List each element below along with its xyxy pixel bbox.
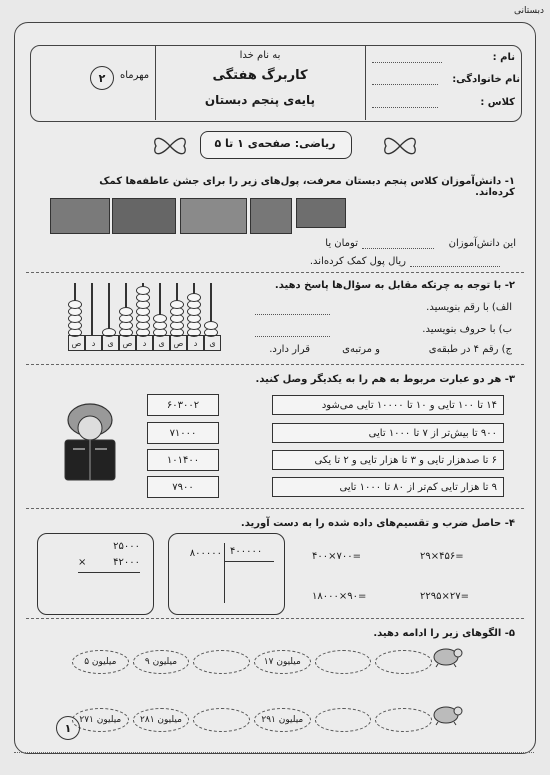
pattern-oval: ۱۷ میلیون: [254, 650, 311, 674]
div-horizontal-line: [224, 561, 274, 562]
class-label: کلاس :: [480, 97, 515, 108]
abacus-labels: [68, 335, 221, 351]
div-dividend: ۸۰۰۰۰۰: [189, 548, 222, 559]
reading-student-icon: [55, 398, 125, 488]
q1-line-start: این دانش‌آموزان: [448, 238, 516, 249]
subject-banner: ریاضی: صفحه‌ی ۱ تا ۵: [214, 137, 336, 150]
pattern-oval[interactable]: [375, 708, 432, 732]
pattern-oval: ۹ میلیون: [133, 650, 190, 674]
pattern-row-2: [72, 708, 432, 732]
div-divisor: ۴۰۰۰۰۰: [230, 546, 263, 557]
pattern-oval[interactable]: [315, 650, 372, 674]
butterfly-left-icon: [150, 131, 190, 161]
section-divider: [26, 364, 524, 365]
q1-amount-rial[interactable]: [410, 266, 500, 267]
match-phrase-box[interactable]: ۹۰۰ تا بیش‌تر از ۷ تا ۱۰۰۰ تایی: [272, 423, 504, 443]
pattern-oval: ۵ میلیون: [72, 650, 129, 674]
q2-answer-b[interactable]: [255, 336, 330, 337]
banknote-image: [112, 198, 176, 234]
coin-image: [296, 198, 346, 228]
expr-3: ۲۲۹۵×۲۷=: [420, 591, 469, 602]
mult-bottom: ۴۲۰۰۰: [113, 557, 140, 568]
butterfly-right-icon: [380, 131, 420, 161]
pattern-oval: ۲۷۱ میلیون: [72, 708, 129, 732]
week-number-badge: ۲: [90, 66, 114, 90]
expr-4: ۱۸۰۰۰×۹۰=: [312, 591, 367, 602]
abacus-bead: [153, 314, 167, 323]
expr-2: ۴۰۰×۷۰۰=: [312, 551, 361, 562]
abacus-label: ص: [170, 335, 187, 351]
banknote-image: [50, 198, 110, 234]
header-divider-left: [155, 45, 156, 120]
q1-prompt: ۱- دانش‌آموزان کلاس پنجم دبستان معرفت، پول‌های زیر را برای جشن عاطفه‌ها کمک کرده‌اند.: [99, 176, 515, 198]
abacus-label: د: [187, 335, 204, 351]
mult-line: [78, 572, 140, 573]
class-field[interactable]: [372, 107, 438, 108]
match-number-box[interactable]: ۶۰۳۰۰۲: [147, 394, 219, 416]
section-divider: [26, 272, 524, 273]
abacus-label: ی: [204, 335, 221, 351]
footer-border: [14, 752, 534, 753]
grade-label: پایه‌ی پنجم دبستان: [204, 93, 316, 107]
expr-1: ۲۹×۴۵۶=: [420, 551, 464, 562]
q2-part-c-mid: و مرتبه‌ی: [342, 344, 380, 355]
q3-prompt: ۳- هر دو عبارت مربوط به هم را به یکدیگر وصل کنید.: [255, 374, 515, 385]
worksheet-title: کاربرگ هفتگی: [212, 68, 308, 83]
pattern-oval[interactable]: [193, 708, 250, 732]
name-field[interactable]: [372, 62, 442, 63]
abacus-label: ی: [102, 335, 119, 351]
match-number-box[interactable]: ۷۹۰۰: [147, 476, 219, 498]
pattern-oval[interactable]: [193, 650, 250, 674]
match-phrase-box[interactable]: ۶ تا صدهزار تایی و ۳ تا هزار تایی و ۲ تا یکی: [272, 450, 504, 470]
header-divider-right: [365, 45, 366, 120]
abacus-label: د: [136, 335, 153, 351]
abacus-rod: [91, 283, 93, 335]
q1-amount-toman[interactable]: [362, 248, 434, 249]
match-number-box[interactable]: ۱۰۱۴۰۰: [147, 449, 219, 471]
pattern-oval: ۲۸۱ میلیون: [133, 708, 190, 732]
mult-top: ۲۵۰۰۰: [113, 541, 140, 552]
abacus-bead: [119, 307, 133, 316]
q2-part-c-start: ج) رقم ۴ در طبقه‌ی: [428, 344, 512, 355]
abacus-bead: [170, 300, 184, 309]
corner-label: دبستانی: [513, 6, 544, 16]
q1-line-end: ریال پول کمک کرده‌اند.: [309, 256, 406, 267]
q2-part-b: ب) با حروف بنویسید.: [422, 324, 512, 335]
abacus-bead: [136, 286, 150, 295]
pattern-oval[interactable]: [375, 650, 432, 674]
abacus-label: ص: [119, 335, 136, 351]
abacus-label: د: [85, 335, 102, 351]
abacus-label: ی: [153, 335, 170, 351]
match-number-box[interactable]: ۷۱۰۰۰: [147, 422, 219, 444]
abacus-bead: [187, 293, 201, 302]
q5-prompt: ۵- الگوهای زیر را ادامه دهید.: [373, 628, 515, 639]
mult-sign: ×: [78, 557, 87, 568]
pattern-oval[interactable]: [315, 708, 372, 732]
coin-image: [250, 198, 292, 234]
match-phrase-box[interactable]: ۱۴ تا ۱۰۰ تایی و ۱۰ تا ۱۰۰۰۰ تایی می‌شود: [272, 395, 504, 415]
q2-part-c-end: قرار دارد.: [269, 344, 310, 355]
basmala: به نام خدا: [239, 50, 281, 61]
pattern-row-1: [72, 650, 432, 674]
section-divider: [26, 618, 524, 619]
div-vertical-line: [224, 543, 225, 603]
abacus-bead: [68, 300, 82, 309]
q2-prompt: ۲- با توجه به چرتکه مقابل به سؤال‌ها پاسخ دهید.: [274, 280, 515, 291]
page-number: ۱: [56, 716, 80, 740]
banknote-image: [180, 198, 247, 234]
turtle-icon: [428, 700, 464, 726]
pattern-oval: ۲۹۱ میلیون: [254, 708, 311, 732]
match-phrase-box[interactable]: ۹ تا هزار تایی کم‌تر از ۸۰ تا ۱۰۰۰ تایی: [272, 477, 504, 497]
name-label: نام :: [492, 52, 515, 63]
family-field[interactable]: [372, 84, 438, 85]
q4-prompt: ۴- حاصل ضرب و تقسیم‌های داده شده را به دست آورید.: [240, 518, 515, 529]
family-label: نام خانوادگی:: [452, 74, 520, 85]
abacus-label: ص: [68, 335, 85, 351]
turtle-icon: [428, 642, 464, 668]
q2-answer-a[interactable]: [255, 314, 330, 315]
abacus-bead: [204, 321, 218, 330]
month-label: مهرماه: [120, 70, 150, 81]
section-divider: [26, 508, 524, 509]
q2-part-a: الف) با رقم بنویسید.: [426, 302, 512, 313]
q1-line-mid: تومان یا: [325, 238, 358, 249]
